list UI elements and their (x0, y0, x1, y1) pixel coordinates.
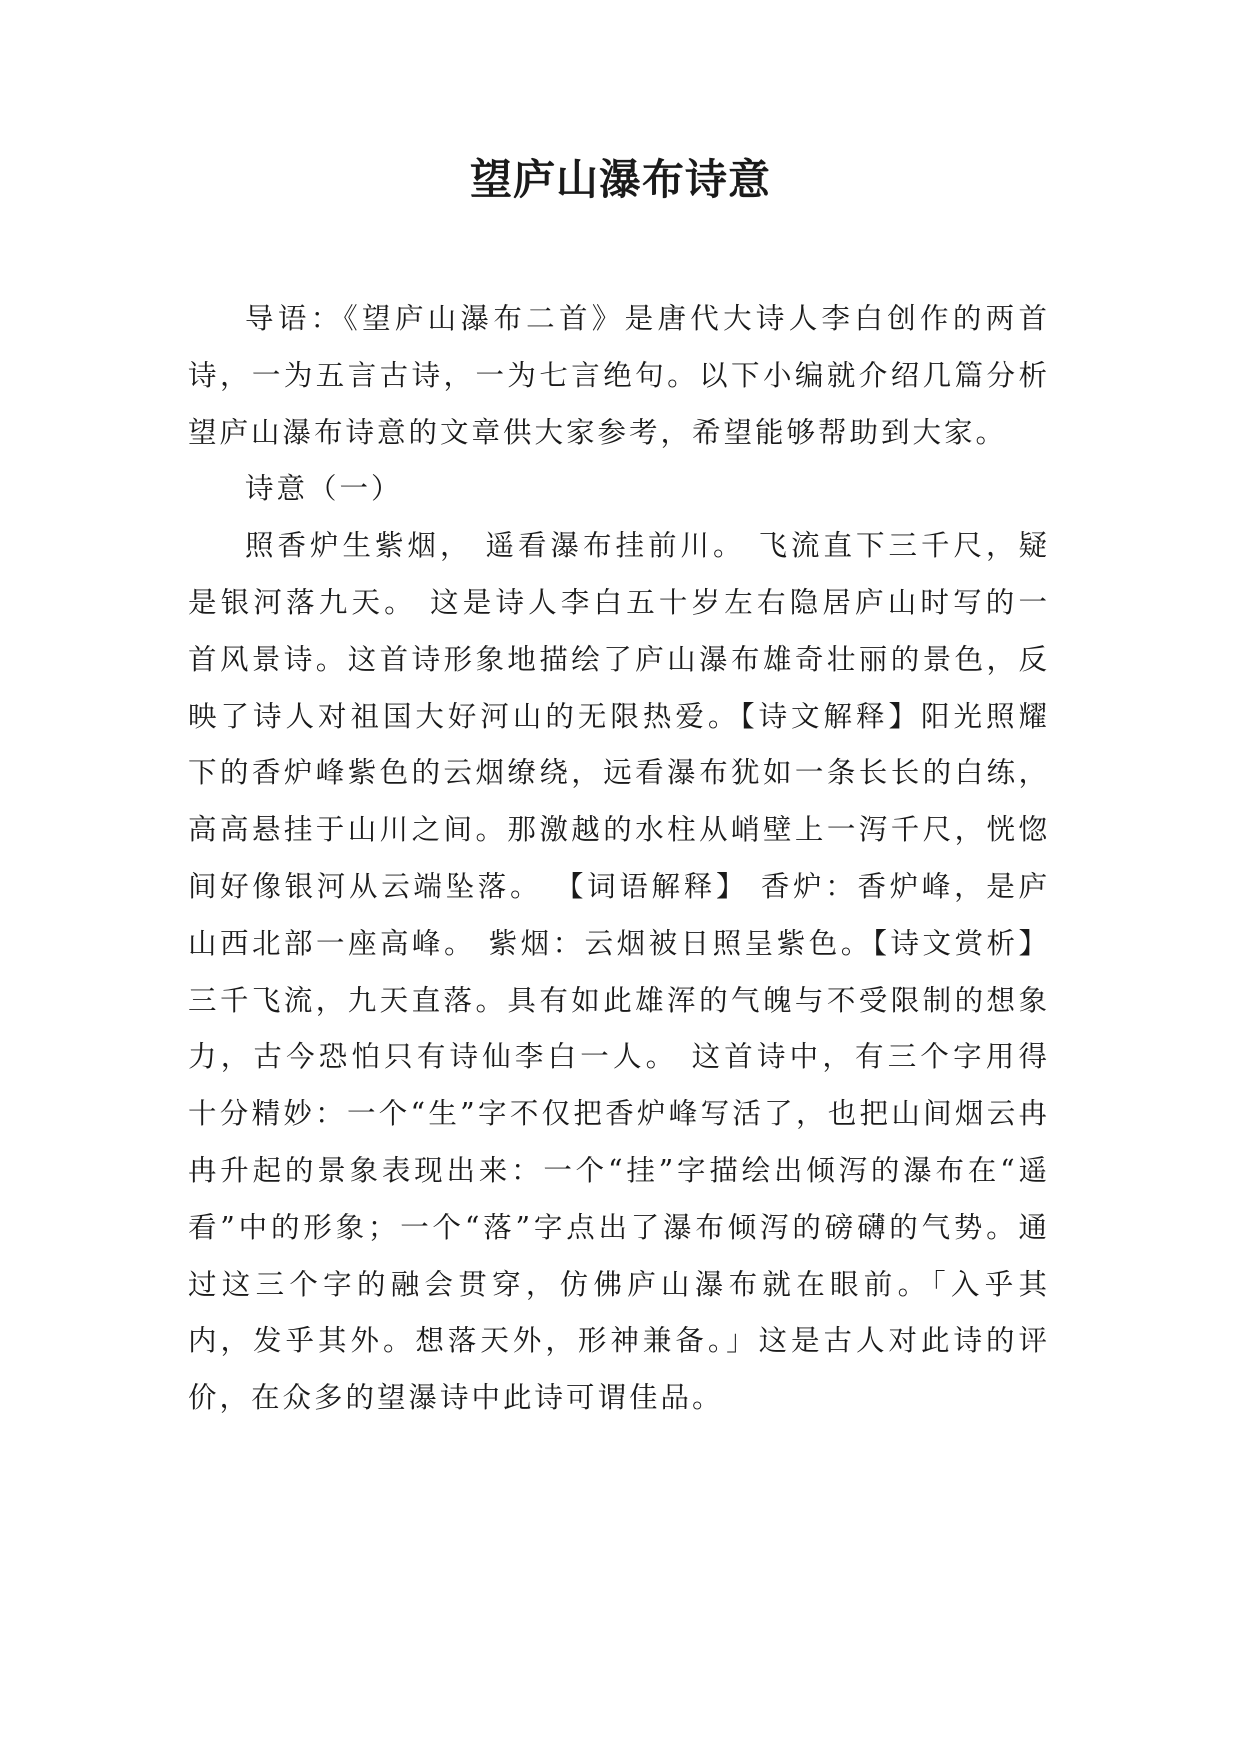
document-body (188, 291, 1050, 1427)
intro-paragraph: 导语：《望庐山瀑布二首》是唐代大诗人李白创作的两首诗，一为五言古诗，一为七言绝句。以下小编就介绍几篇分析望庐山瀑布诗意的文章供大家参考，希望能够帮助到大家。 (188, 302, 1050, 449)
poem-analysis-paragraph: 照香炉生紫烟， 遥看瀑布挂前川。 飞流直下三千尺，疑是银河落九天。 这是诗人李白五十岁左右隐居庐山时写的一首风景诗。这首诗形象地描绘了庐山瀑布雄奇壮丽的景色，反映了诗人对祖国大好河山的无限热爱。【诗文解释】阳光照耀下的香炉峰紫色的云烟缭绕，远看瀑布犹如一条长长的白练，高高悬挂于山川之间。那激越的水柱从峭壁上一泻千尺，恍惚间好像银河从云端坠落。 【词语解释】 香炉：香炉峰，是庐山西北部一座高峰。 紫烟：云烟被日照呈紫色。【诗文赏析】 三千飞流，九天直落。具有如此雄浑的气魄与不受限制的想象力，古今恐怕只有诗仙李白一人。 这首诗中，有三个字用得十分精妙：一个“生”字不仅把香炉峰写活了，也把山间烟云冉冉升起的景象表现出来：一个“挂”字描绘出倾泻的瀑布在“遥看”中的形象；一个“落”字点出了瀑布倾泻的磅礴的气势。通过这三个字的融会贯穿，仿佛庐山瀑布就在眼前。「入乎其内，发乎其外。想落天外，形神兼备。」这是古人对此诗的评价，在众多的望瀑诗中此诗可谓佳品。 (188, 529, 1050, 1415)
document-title: 望庐山瀑布诗意 (469, 155, 771, 204)
section-heading: 诗意（一） (245, 472, 403, 506)
